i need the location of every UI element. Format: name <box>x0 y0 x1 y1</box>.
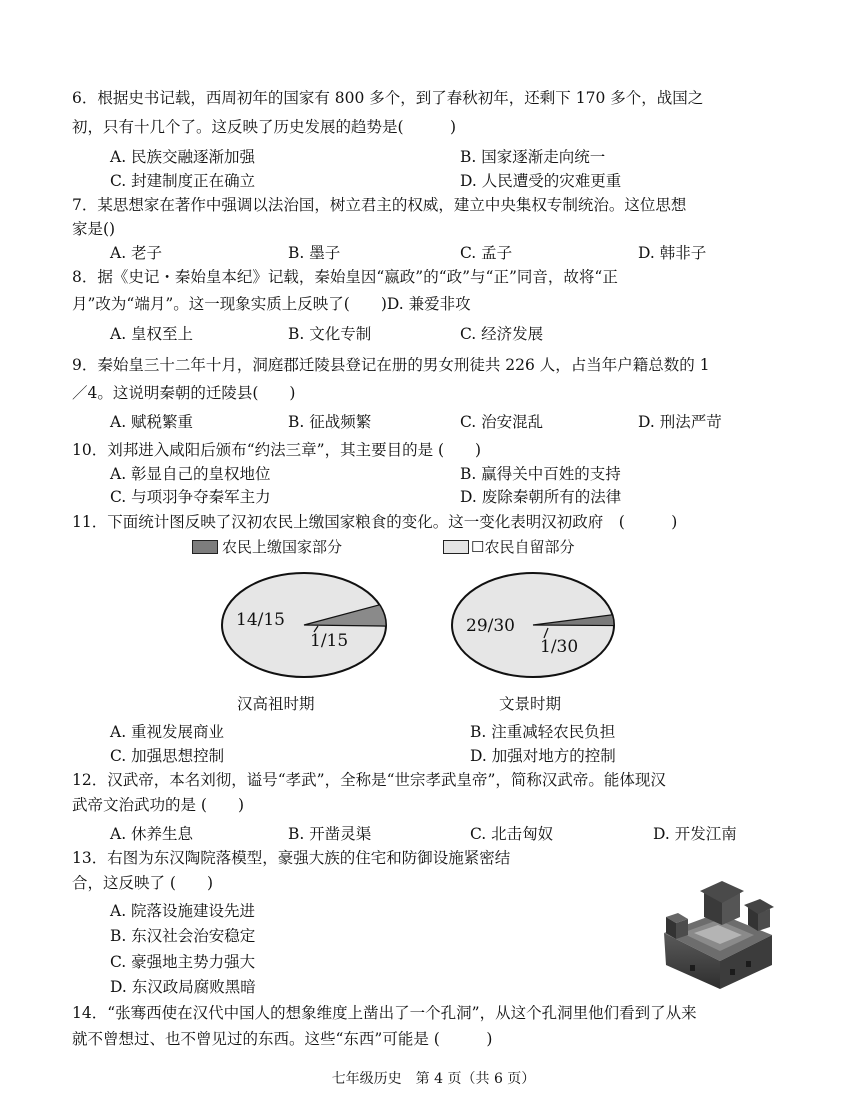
q11-option-b[interactable]: B. 注重减轻农民负担 <box>470 723 616 741</box>
pie-title-wenjing: 文景时期 <box>499 695 562 713</box>
q8-stem-line2: 月”改为“端月”。这一现象实质上反映了( )D. 兼爱非攻 <box>72 295 471 313</box>
pie-label-kept: 14/15 <box>236 610 285 630</box>
q8-stem-line1: 8．据《史记・秦始皇本纪》记载，秦始皇因“嬴政”的“政”与“正”同音，故将“正 <box>72 268 618 286</box>
q7-option-b[interactable]: B. 墨子 <box>288 244 341 262</box>
q7-option-a[interactable]: A. 老子 <box>110 244 163 262</box>
pie-label-kept: 29/30 <box>466 616 515 636</box>
q10-option-a[interactable]: A. 彰显自己的皇权地位 <box>110 465 271 483</box>
legend-paid-label: 农民上缴国家部分 <box>222 538 343 556</box>
q8-option-b[interactable]: B. 文化专制 <box>288 325 372 343</box>
q11-option-d[interactable]: D. 加强对地方的控制 <box>470 747 616 765</box>
q7-option-c[interactable]: C. 孟子 <box>460 244 513 262</box>
q6-option-c[interactable]: C. 封建制度正在确立 <box>110 172 256 190</box>
q6-option-b[interactable]: B. 国家逐渐走向统一 <box>460 148 606 166</box>
q9-option-d[interactable]: D. 刑法严苛 <box>638 413 722 431</box>
q10-option-c[interactable]: C. 与项羽争夺秦军主力 <box>110 488 271 506</box>
q7-stem-line1: 7．某思想家在著作中强调以法治国，树立君主的权威，建立中央集权专制统治。这位思想 <box>72 196 687 214</box>
q7-stem-line2: 家是() <box>72 220 116 238</box>
q12-stem-line2: 武帝文治武功的是 ( ) <box>72 796 245 814</box>
q12-option-c[interactable]: C. 北击匈奴 <box>470 825 554 843</box>
q7-option-d[interactable]: D. 韩非子 <box>638 244 707 262</box>
q9-option-b[interactable]: B. 征战频繁 <box>288 413 372 431</box>
q6-option-a[interactable]: A. 民族交融逐渐加强 <box>110 148 256 166</box>
q10-stem-line1: 10．刘邦进入咸阳后颁布“约法三章”，其主要目的是 ( ) <box>72 441 482 459</box>
q9-option-c[interactable]: C. 治安混乱 <box>460 413 544 431</box>
legend-paid-swatch <box>192 540 218 554</box>
q9-stem-line1: 9．秦始皇三十二年十月，洞庭郡迁陵县登记在册的男女刑徒共 226 人，占当年户籍总数的 1 <box>72 356 710 374</box>
q13-stem-line2: 合，这反映了 ( ) <box>72 874 214 892</box>
q13-option-b[interactable]: B. 东汉社会治安稳定 <box>110 927 256 945</box>
q9-stem-line2: ／4。这说明秦朝的迁陵县( ) <box>72 384 296 402</box>
pie-label-paid: 1/30 <box>540 637 579 657</box>
q10-option-d[interactable]: D. 废除秦朝所有的法律 <box>460 488 622 506</box>
pie-chart-wenjing <box>448 568 618 688</box>
pie-label-paid: 1/15 <box>310 631 349 651</box>
pie-chart-gaozu <box>218 568 390 688</box>
page-footer: 七年级历史 第 4 页（共 6 页） <box>331 1071 536 1087</box>
q9-option-a[interactable]: A. 赋税繁重 <box>110 413 194 431</box>
q11-stem-line1: 11．下面统计图反映了汉初农民上缴国家粮食的变化。这一变化表明汉初政府 ( ) <box>72 513 678 531</box>
q13-stem-line1: 13．右图为东汉陶院落模型，豪强大族的住宅和防御设施紧密结 <box>72 849 511 867</box>
q12-option-b[interactable]: B. 开凿灵渠 <box>288 825 372 843</box>
pie-title-gaozu: 汉高祖时期 <box>237 695 315 713</box>
pottery-courtyard-model-image <box>660 873 776 993</box>
q12-option-a[interactable]: A. 休养生息 <box>110 825 194 843</box>
q14-stem-line1: 14．“张骞西使在汉代中国人的想象维度上凿出了一个孔洞”，从这个孔洞里他们看到了从来 <box>72 1004 697 1022</box>
q6-option-d[interactable]: D. 人民遭受的灾难更重 <box>460 172 622 190</box>
q14-stem-line2: 就不曾想过、也不曾见过的东西。这些“东西”可能是 ( ) <box>72 1030 493 1048</box>
q11-option-a[interactable]: A. 重视发展商业 <box>110 723 225 741</box>
q6-stem-line1: 6．根据史书记载，西周初年的国家有 800 多个，到了春秋初年，还剩下 170 多个，战国之 <box>72 89 704 107</box>
legend-kept-label: ☐农民自留部分 <box>471 538 575 556</box>
q13-option-a[interactable]: A. 院落设施建设先进 <box>110 902 256 920</box>
q11-option-c[interactable]: C. 加强思想控制 <box>110 747 225 765</box>
q8-option-c[interactable]: C. 经济发展 <box>460 325 544 343</box>
q12-option-d[interactable]: D. 开发江南 <box>653 825 737 843</box>
q10-option-b[interactable]: B. 赢得关中百姓的支持 <box>460 465 621 483</box>
q6-stem-line2: 初，只有十几个了。这反映了历史发展的趋势是( ) <box>72 118 457 136</box>
q12-stem-line1: 12．汉武帝，本名刘彻，谥号“孝武”，全称是“世宗孝武皇帝”，简称汉武帝。能体现汉 <box>72 771 666 789</box>
q13-option-d[interactable]: D. 东汉政局腐败黑暗 <box>110 978 256 996</box>
q13-option-c[interactable]: C. 豪强地主势力强大 <box>110 953 256 971</box>
q8-option-a[interactable]: A. 皇权至上 <box>110 325 194 343</box>
legend-kept-swatch <box>443 540 469 554</box>
